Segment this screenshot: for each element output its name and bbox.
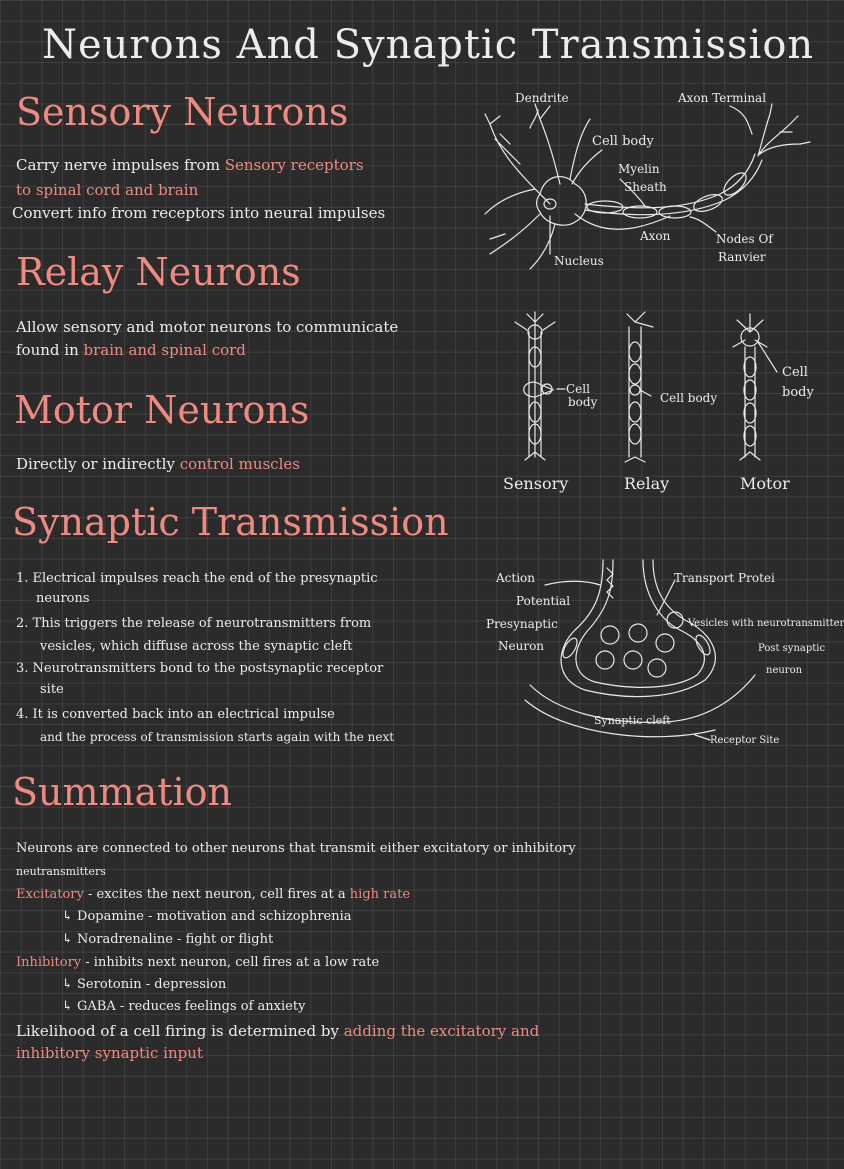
label-vesicles: Vesicles with neurotransmitter	[688, 618, 844, 629]
label-relay: Relay	[624, 474, 670, 493]
motor-heading: Motor Neurons	[14, 388, 310, 432]
summation-line-1: Neurons are connected to other neurons that transmit either excitatory or inhibitory	[16, 841, 576, 856]
inhibitory-serotonin: ↳ Serotonin - depression	[62, 977, 227, 992]
label-myelin: Myelin	[618, 162, 660, 176]
label-presynaptic: Presynaptic	[486, 617, 558, 631]
synaptic-heading: Synaptic Transmission	[12, 500, 449, 544]
excitatory-noradrenaline: ↳ Noradrenaline - fight or flight	[62, 932, 274, 947]
synaptic-item-3b: site	[40, 682, 64, 697]
label-potential: Potential	[516, 594, 571, 608]
sensory-line-3: Convert info from receptors into neural impulses	[12, 204, 386, 222]
label-postsynaptic: Post synaptic	[758, 643, 826, 654]
label-sensory-body: body	[568, 395, 598, 409]
synaptic-item-2a: 2. This triggers the release of neurotransmitters from	[16, 616, 372, 631]
label-action: Action	[496, 571, 535, 585]
synaptic-item-1b: neurons	[36, 591, 90, 606]
label-cleft: Synaptic cleft	[594, 714, 671, 727]
label-sensory-cell: Cell	[566, 382, 590, 396]
label-sheath: Sheath	[624, 180, 667, 194]
excitatory-dopamine: ↳ Dopamine - motivation and schizophrenia	[62, 909, 352, 924]
synaptic-item-3a: 3. Neurotransmitters bond to the postsynaptic receptor	[16, 661, 384, 676]
synaptic-item-1a: 1. Electrical impulses reach the end of the presynaptic	[16, 571, 378, 586]
relay-line-2: found in brain and spinal cord	[16, 341, 246, 359]
label-nucleus: Nucleus	[554, 254, 604, 268]
relay-heading: Relay Neurons	[16, 250, 301, 294]
label-sensory: Sensory	[503, 474, 569, 493]
sensory-line-2: to spinal cord and brain	[16, 181, 199, 199]
label-motor-cell: Cell	[782, 365, 808, 380]
label-ranvier: Ranvier	[718, 250, 766, 264]
summation-heading: Summation	[12, 770, 233, 814]
excitatory-line: Excitatory - excites the next neuron, cell fires at a high rate	[16, 887, 411, 902]
sensory-heading: Sensory Neurons	[16, 90, 349, 134]
motor-line-1: Directly or indirectly control muscles	[16, 455, 300, 473]
label-post-neuron: neuron	[766, 665, 803, 676]
label-dendrite: Dendrite	[515, 91, 569, 105]
synaptic-item-2b: vesicles, which diffuse across the synaptic cleft	[40, 639, 353, 654]
label-relay-cell-body: Cell body	[660, 391, 718, 405]
synaptic-item-4a: 4. It is converted back into an electrical impulse	[16, 707, 335, 722]
relay-line-1: Allow sensory and motor neurons to communicate	[16, 318, 399, 336]
inhibitory-gaba: ↳ GABA - reduces feelings of anxiety	[62, 999, 306, 1014]
inhibitory-line: Inhibitory - inhibits next neuron, cell fires at a low rate	[16, 955, 380, 970]
label-transport: Transport Protei	[674, 571, 775, 585]
label-receptor: Receptor Site	[710, 735, 780, 746]
page-title: Neurons And Synaptic Transmission	[42, 22, 815, 68]
sensory-line-1: Carry nerve impulses from Sensory receptors	[16, 156, 364, 174]
label-axon-terminal: Axon Terminal	[678, 91, 767, 105]
label-neuron: Neuron	[498, 639, 545, 653]
summation-last-line: Likelihood of a cell firing is determined by adding the excitatory and	[16, 1022, 540, 1040]
label-motor-body: body	[782, 385, 814, 400]
summation-last-line-2: inhibitory synaptic input	[16, 1044, 203, 1062]
synaptic-item-4b: and the process of transmission starts again with the next	[40, 730, 395, 744]
label-axon: Axon	[640, 229, 671, 243]
label-nodes: Nodes Of	[716, 232, 773, 246]
neuron-types-diagram	[505, 312, 815, 462]
label-motor: Motor	[740, 474, 790, 493]
summation-line-2: neutransmitters	[16, 865, 106, 878]
label-cell-body: Cell body	[592, 134, 654, 149]
